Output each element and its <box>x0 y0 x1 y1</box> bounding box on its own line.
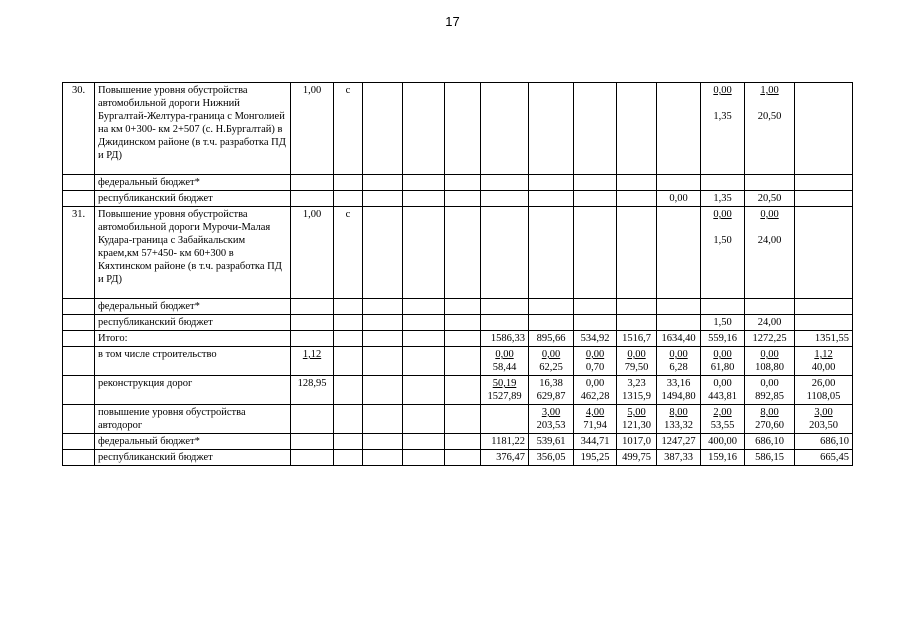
value-cell: 0,00 1,35 <box>701 83 745 175</box>
row-number: 31. <box>63 207 95 299</box>
type-cell: с <box>334 207 363 299</box>
value-cell: 0,00 58,44 <box>481 347 529 376</box>
table-row-31 <box>63 207 853 299</box>
table-row-31-federal <box>63 299 853 315</box>
table-row-31-republic <box>63 315 853 331</box>
value-cell <box>481 405 529 434</box>
table-row-construction <box>63 347 853 376</box>
value-cell: 1586,33 <box>481 331 529 347</box>
value-cell: 586,15 <box>745 450 795 466</box>
value-cell: 499,75 <box>617 450 657 466</box>
value-cell: 665,45 <box>795 450 853 466</box>
value-cell: 33,16 1494,80 <box>657 376 701 405</box>
value-cell: 8,00 133,32 <box>657 405 701 434</box>
value-cell: 159,16 <box>701 450 745 466</box>
value-cell: 559,16 <box>701 331 745 347</box>
value-cell: 400,00 <box>701 434 745 450</box>
value-cell: 20,50 <box>745 191 795 207</box>
construction-label: в том числе строительство <box>95 347 291 376</box>
length-cell: 1,12 <box>291 347 334 376</box>
budget-label: республиканский бюджет <box>95 315 291 331</box>
value-cell: 0,00 108,80 <box>745 347 795 376</box>
budget-label: федеральный бюджет* <box>95 299 291 315</box>
value-cell: 344,71 <box>574 434 617 450</box>
value-cell: 1,00 20,50 <box>745 83 795 175</box>
value-cell: 50,19 1527,89 <box>481 376 529 405</box>
value-cell: 0,00 1,50 <box>701 207 745 299</box>
table-row-improvement <box>63 405 853 434</box>
value-cell: 3,00 203,53 <box>529 405 574 434</box>
table-row-republic <box>63 450 853 466</box>
value-cell: 3,00 203,50 <box>795 405 853 434</box>
value-cell: 5,00 121,30 <box>617 405 657 434</box>
value-cell: 376,47 <box>481 450 529 466</box>
value-cell: 0,00 443,81 <box>701 376 745 405</box>
value-cell: 0,00 0,70 <box>574 347 617 376</box>
value-cell: 0,00 892,85 <box>745 376 795 405</box>
value-cell: 539,61 <box>529 434 574 450</box>
value-cell: 16,38 629,87 <box>529 376 574 405</box>
value-cell: 0,00 <box>657 191 701 207</box>
value-cell: 1247,27 <box>657 434 701 450</box>
table-row-reconstruction <box>63 376 853 405</box>
value-cell: 1634,40 <box>657 331 701 347</box>
improvement-label: повышение уровня обустройства автодорог <box>95 405 291 434</box>
value-cell: 0,00 6,28 <box>657 347 701 376</box>
length-cell: 1,00 <box>291 83 334 175</box>
value-cell: 26,00 1108,05 <box>795 376 853 405</box>
value-cell: 686,10 <box>795 434 853 450</box>
table-row-total <box>63 331 853 347</box>
value-cell: 24,00 <box>745 315 795 331</box>
value-cell: 387,33 <box>657 450 701 466</box>
value-cell: 3,23 1315,9 <box>617 376 657 405</box>
value-cell: 1,35 <box>701 191 745 207</box>
value-cell: 0,00 61,80 <box>701 347 745 376</box>
table-row-30-federal <box>63 175 853 191</box>
value-cell: 686,10 <box>745 434 795 450</box>
value-cell: 8,00 270,60 <box>745 405 795 434</box>
value-cell: 1,50 <box>701 315 745 331</box>
value-cell: 895,66 <box>529 331 574 347</box>
table-row-30-republic <box>63 191 853 207</box>
budget-label: федеральный бюджет* <box>95 434 291 450</box>
value-cell: 356,05 <box>529 450 574 466</box>
value-cell: 0,00 24,00 <box>745 207 795 299</box>
length-cell: 1,00 <box>291 207 334 299</box>
table-row-30 <box>63 83 853 175</box>
value-cell: 4,00 71,94 <box>574 405 617 434</box>
table-row-federal <box>63 434 853 450</box>
project-name: Повышение уровня обустройства автомобильной дороги Нижний Бургалтай-Желтура-граница с Монголией на км 0+300- км 2+507 (с. Н.Бургалтай) в Джидинском районе (в т.ч. разработка ПД и РД) <box>95 83 291 175</box>
budget-label: республиканский бюджет <box>95 450 291 466</box>
budget-table <box>62 82 853 466</box>
budget-label: республиканский бюджет <box>95 191 291 207</box>
value-cell: 534,92 <box>574 331 617 347</box>
value-cell: 0,00 79,50 <box>617 347 657 376</box>
value-cell: 1516,7 <box>617 331 657 347</box>
value-cell: 2,00 53,55 <box>701 405 745 434</box>
project-name: Повышение уровня обустройства автомобильной дороги Мурочи-Малая Кудара-граница с Забайкальским краем,км 57+450- км 60+300 в Кяхтинском районе (в т.ч. разработка ПД и РД) <box>95 207 291 299</box>
length-cell: 128,95 <box>291 376 334 405</box>
row-number: 30. <box>63 83 95 175</box>
page-number: 17 <box>445 14 460 29</box>
type-cell: с <box>334 83 363 175</box>
total-label: Итого: <box>95 331 291 347</box>
reconstruction-label: реконструкция дорог <box>95 376 291 405</box>
value-cell: 1351,55 <box>795 331 853 347</box>
value-cell: 1272,25 <box>745 331 795 347</box>
value-cell: 0,00 462,28 <box>574 376 617 405</box>
value-cell: 1,12 40,00 <box>795 347 853 376</box>
value-cell: 195,25 <box>574 450 617 466</box>
value-cell: 0,00 62,25 <box>529 347 574 376</box>
value-cell: 1181,22 <box>481 434 529 450</box>
value-cell: 1017,0 <box>617 434 657 450</box>
budget-label: федеральный бюджет* <box>95 175 291 191</box>
